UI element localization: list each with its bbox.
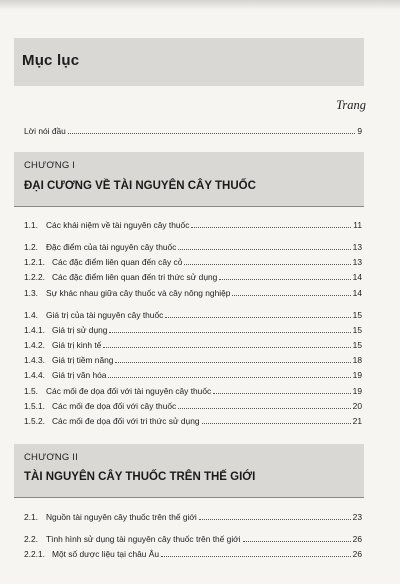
toc-entry — [24, 545, 362, 559]
toc-entry-page: 9 — [357, 126, 362, 136]
toc-entry-title: Một số dược liệu tại châu Âu — [52, 549, 159, 559]
toc-entry-title: Sự khác nhau giữa cây thuốc và cây nông nghiệp — [46, 288, 231, 298]
toc-entry — [24, 238, 362, 252]
toc-entry — [24, 321, 362, 335]
toc-entry — [24, 336, 362, 350]
dot-leader — [202, 423, 351, 424]
toc-entry — [24, 284, 362, 298]
toc-entry-number: 1.5. — [24, 386, 38, 396]
toc-entry — [24, 397, 362, 411]
page-top-shadow — [0, 0, 400, 10]
toc-entry-page: 18 — [352, 355, 362, 365]
toc-entry-number: 1.2. — [24, 242, 38, 252]
toc-entry — [24, 382, 362, 396]
dot-leader — [199, 519, 351, 520]
toc-entry-title: Các mối đe dọa đối với cây thuốc — [52, 401, 177, 411]
dot-leader — [161, 556, 351, 557]
dot-leader — [184, 264, 350, 265]
toc-entry-page: 21 — [352, 416, 362, 426]
dot-leader — [191, 227, 351, 228]
toc-entry-number: 2.1. — [24, 512, 38, 522]
dot-leader — [232, 295, 350, 296]
toc-entry-page: 19 — [352, 386, 362, 396]
toc-entry-title: Lời nói đầu — [24, 126, 66, 136]
toc-entry-page: 15 — [352, 325, 362, 335]
toc-entry-number: 1.2.2. — [24, 272, 45, 282]
toc-entry-page: 15 — [352, 310, 362, 320]
toc-entry-title: Giá trị tiềm năng — [52, 355, 114, 365]
dot-leader — [213, 393, 350, 394]
toc-entry-number: 1.5.1. — [24, 401, 45, 411]
dot-leader — [219, 279, 350, 280]
toc-entry — [24, 268, 362, 282]
toc-entry-title: Các mối đe dọa đối với tri thức sử dụng — [52, 416, 200, 426]
toc-entry-title: Các đặc điểm liên quan đến tri thức sử dụng — [52, 272, 218, 282]
chapter-2-label: CHƯƠNG II — [24, 452, 78, 463]
toc-entry — [24, 306, 362, 320]
dot-leader — [115, 362, 350, 363]
toc-entry-page: 13 — [352, 242, 362, 252]
dot-leader — [103, 347, 350, 348]
toc-entry-title: Các khái niệm về tài nguyên cây thuốc — [46, 220, 190, 230]
dot-leader — [165, 317, 350, 318]
toc-entry — [24, 508, 362, 522]
toc-entry-page: 20 — [352, 401, 362, 411]
toc-entry — [24, 412, 362, 426]
toc-entry-title: Nguồn tài nguyên cây thuốc trên thế giới — [46, 512, 197, 522]
chapter-1-rule — [14, 206, 364, 207]
toc-entry-number: 1.4.1. — [24, 325, 45, 335]
dot-leader — [178, 249, 350, 250]
toc-entry-title: Đặc điểm của tài nguyên cây thuốc — [46, 242, 177, 252]
toc-entry-title: Giá trị kinh tế — [52, 340, 102, 350]
toc-entry-page: 14 — [352, 288, 362, 298]
dot-leader — [243, 541, 351, 542]
toc-entry-number: 1.4. — [24, 310, 38, 320]
toc-entry-number: 1.4.3. — [24, 355, 45, 365]
toc-entry-number: 1.5.2. — [24, 416, 45, 426]
toc-entry-page: 11 — [353, 220, 362, 230]
toc-entry-number: 1.2.1. — [24, 257, 45, 267]
page-title: Mục lục — [22, 52, 80, 69]
chapter-1-label: CHƯƠNG I — [24, 160, 76, 171]
toc-entry-page: 13 — [352, 257, 362, 267]
toc-entry-title: Giá trị văn hóa — [52, 370, 107, 380]
toc-entry-page: 23 — [352, 512, 362, 522]
toc-entry-number: 1.1. — [24, 220, 38, 230]
toc-entry-number: 1.4.2. — [24, 340, 45, 350]
toc-entry-title: Các đặc điểm liên quan đến cây cỏ — [52, 257, 183, 267]
toc-entry-number: 2.2.1. — [24, 549, 45, 559]
toc-entry-page: 26 — [352, 549, 362, 559]
toc-entry-number: 1.4.4. — [24, 370, 45, 380]
chapter-1-title: ĐẠI CƯƠNG VỀ TÀI NGUYÊN CÂY THUỐC — [24, 180, 256, 192]
toc-entry-number: 2.2. — [24, 534, 38, 544]
toc-entry-title: Giá trị sử dụng — [52, 325, 108, 335]
toc-entry — [24, 216, 362, 230]
toc-entry-intro — [24, 122, 362, 136]
toc-entry-page: 14 — [352, 272, 362, 282]
toc-entry — [24, 530, 362, 544]
dot-leader — [68, 133, 356, 134]
dot-leader — [109, 332, 350, 333]
toc-entry — [24, 253, 362, 267]
toc-entry — [24, 366, 362, 380]
chapter-2-title: TÀI NGUYÊN CÂY THUỐC TRÊN THẾ GIỚI — [24, 471, 256, 483]
dot-leader — [108, 377, 350, 378]
toc-entry — [24, 351, 362, 365]
chapter-2-rule — [14, 497, 364, 498]
dot-leader — [178, 408, 350, 409]
page-column-label: Trang — [336, 98, 366, 112]
toc-entry-page: 15 — [352, 340, 362, 350]
toc-entry-number: 1.3. — [24, 288, 38, 298]
toc-entry-page: 19 — [352, 370, 362, 380]
toc-entry-title: Tình hình sử dụng tài nguyên cây thuốc trên thế giới — [46, 534, 241, 544]
toc-entry-page: 26 — [352, 534, 362, 544]
toc-entry-title: Các mối đe dọa đối với tài nguyên cây thuốc — [46, 386, 212, 396]
toc-entry-title: Giá trị của tài nguyên cây thuốc — [46, 310, 164, 320]
